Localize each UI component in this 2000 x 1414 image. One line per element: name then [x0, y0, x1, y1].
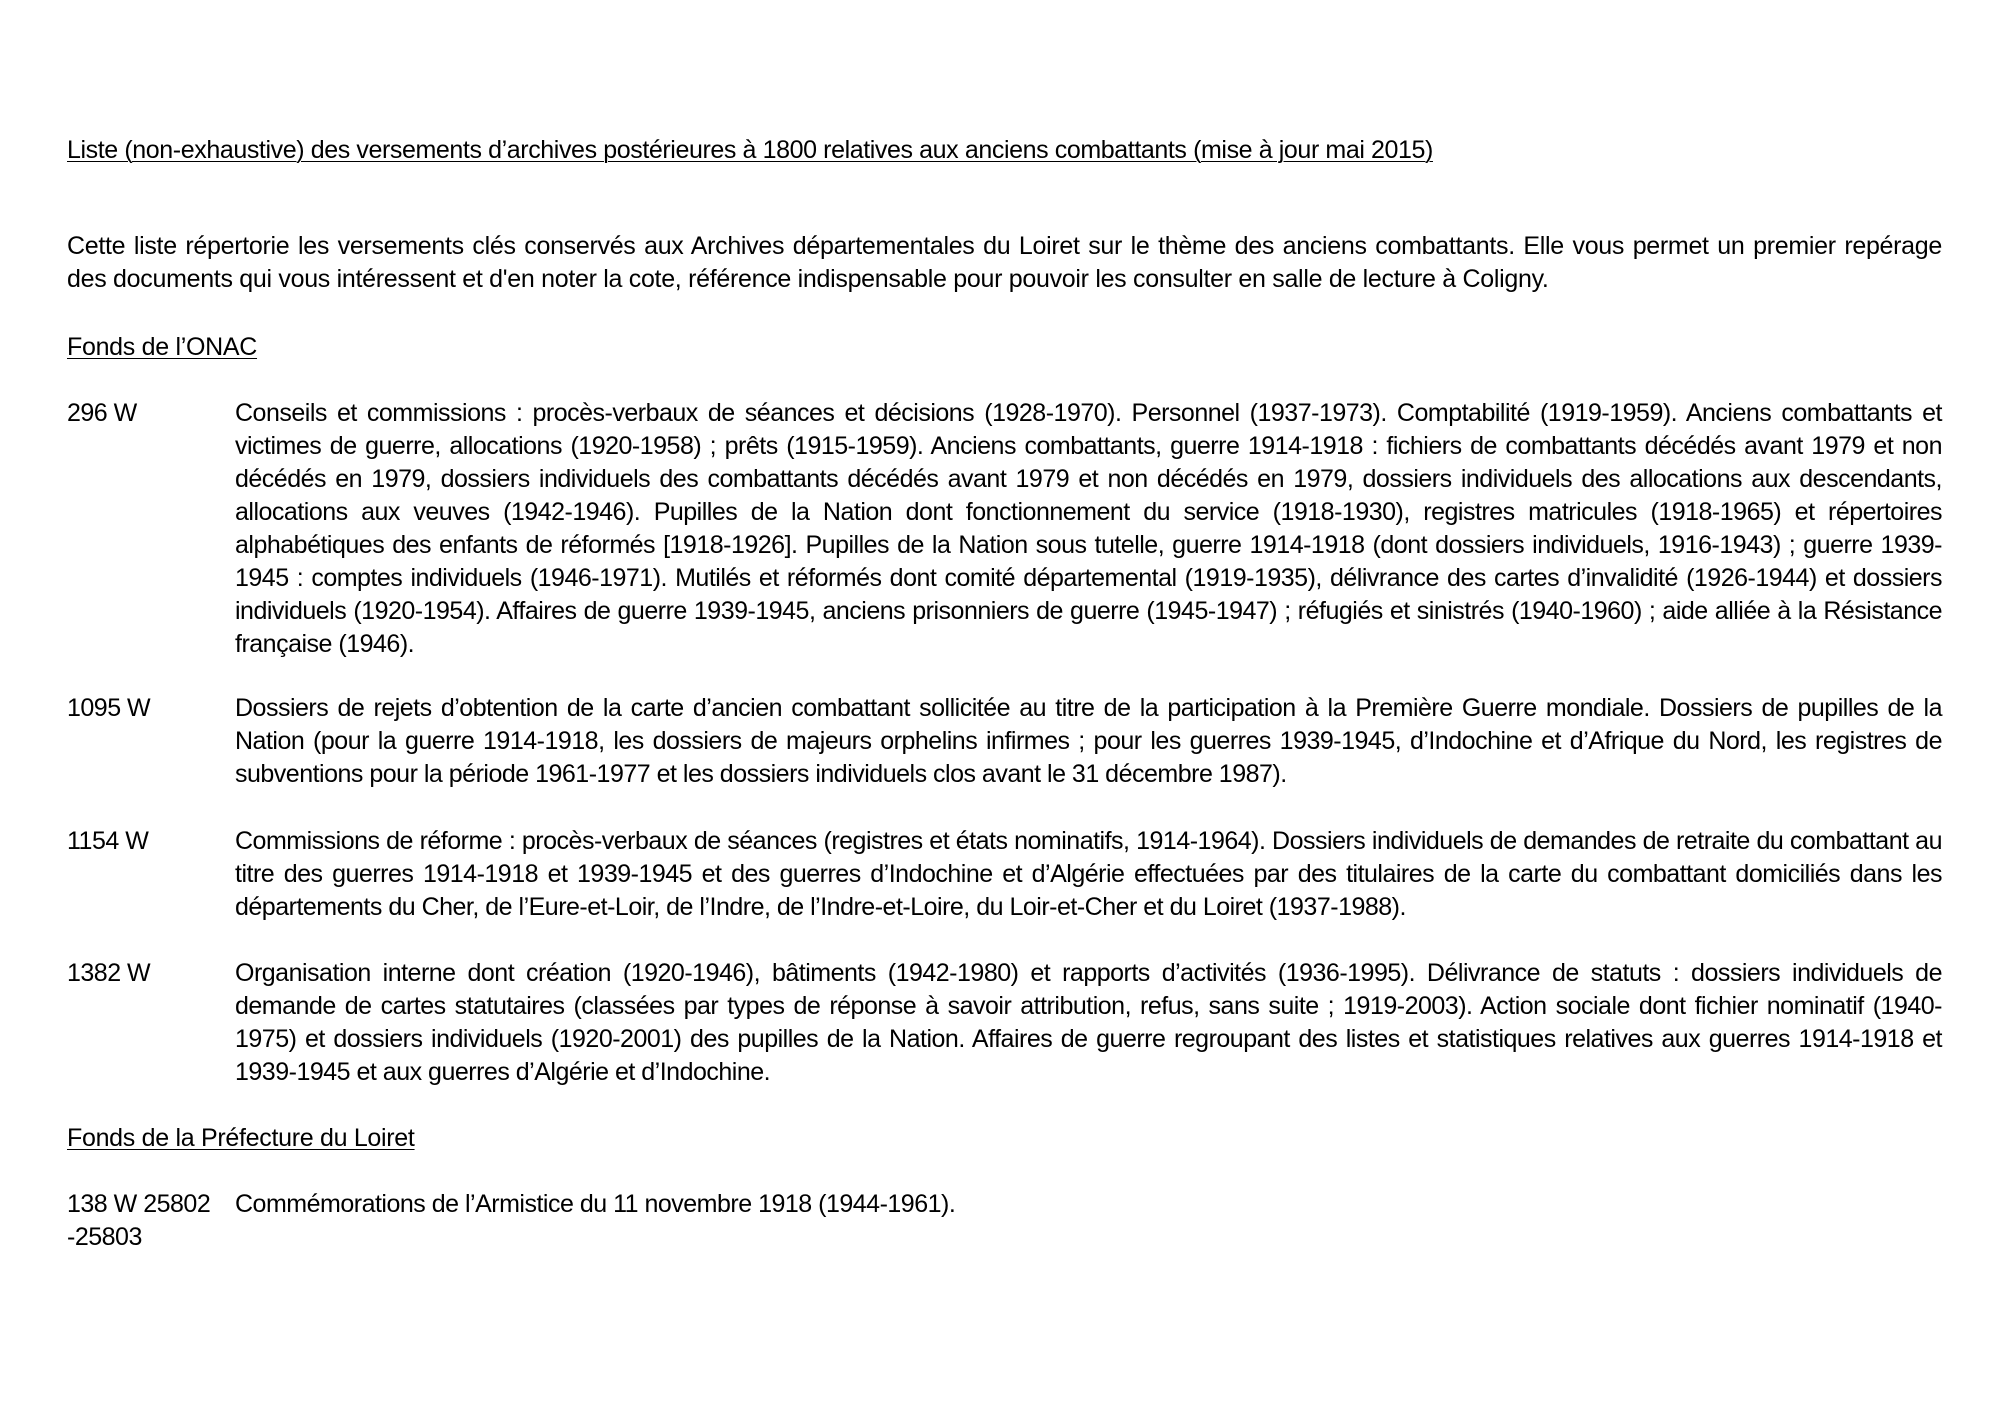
entry-description: Organisation interne dont création (1920-1946), bâtiments (1942-1980) et rapports d’activités (1936-1995). Délivrance de statuts : dossiers individuels de demande de cartes statutaires (classées par types de réponse à savoir attribution, refus, sans suite ; 1919-2003). Action sociale dont fichier nominatif (1940-1975) et dossiers individuels (1920-2001) des pupilles de la Nation. Affaires de guerre regroupant des listes et statistiques relatives aux guerres 1914-1918 et 1939-1945 et aux guerres d’Algérie et d’Indochine. — [235, 959, 1942, 1086]
entry-code: 1154 W — [67, 827, 149, 855]
entry-description: Commissions de réforme : procès-verbaux de séances (registres et états nominatifs, 1914-1964). Dossiers individuels de demandes de retraite du combattant au titre des guerres 1914-1918 et 1939-1945 et des guerres d’Indochine et d’Algérie effectuées par des titulaires de la carte du combattant domiciliés dans les départements du Cher, de l’Eure-et-Loir, de l’Indre, de l’Indre-et-Loire, du Loir-et-Cher et du Loiret (1937-1988). — [235, 827, 1942, 921]
section-heading-prefecture: Fonds de la Préfecture du Loiret — [67, 1124, 415, 1152]
section-heading-onac: Fonds de l’ONAC — [67, 333, 258, 361]
document-page — [67, 0, 1942, 1414]
document-title: Liste (non-exhaustive) des versements d’archives postérieures à 1800 relatives aux anciens combattants (mise à jour mai 2015) — [67, 136, 1433, 164]
entry-description: Dossiers de rejets d’obtention de la carte d’ancien combattant sollicitée au titre de la participation à la Première Guerre mondiale. Dossiers de pupilles de la Nation (pour la guerre 1914-1918, les dossiers de majeurs orphelins infirmes ; pour les guerres 1939-1945, d’Indochine et d’Afrique du Nord, les registres de subventions pour la période 1961-1977 et les dossiers individuels clos avant le 31 décembre 1987). — [235, 694, 1942, 788]
list-item — [67, 692, 1942, 791]
entry-description: Conseils et commissions : procès-verbaux de séances et décisions (1928-1970). Personnel (1937-1973). Comptabilité (1919-1959). Anciens combattants et victimes de guerre, allocations (1920-1958) ; prêts (1915-1959). Anciens combattants, guerre 1914-1918 : fichiers de combattants décédés avant 1979 et non décédés en 1979, dossiers individuels des combattants décédés avant 1979 et non décédés en 1979, dossiers individuels des allocations aux descendants, allocations aux veuves (1942-1946). Pupilles de la Nation dont fonctionnement du service (1918-1930), registres matricules (1918-1965) et répertoires alphabétiques des enfants de réformés [1918-1926]. Pupilles de la Nation sous tutelle, guerre 1914-1918 (dont dossiers individuels, 1916-1943) ; guerre 1939-1945 : comptes individuels (1946-1971). Mutilés et réformés dont comité départemental (1919-1935), délivrance des cartes d’invalidité (1926-1944) et dossiers individuels (1920-1954). Affaires de guerre 1939-1945, anciens prisonniers de guerre (1945-1947) ; réfugiés et sinistrés (1940-1960) ; aide alliée à la Résistance française (1946). — [235, 399, 1942, 658]
entry-description: Commémorations de l’Armistice du 11 novembre 1918 (1944-1961). — [235, 1190, 956, 1218]
list-item — [67, 1188, 1942, 1254]
entry-code: 1382 W — [67, 959, 151, 987]
entry-code: 138 W 25802 -25803 — [67, 1190, 211, 1251]
list-item — [67, 397, 1942, 661]
list-item — [67, 957, 1942, 1089]
entry-code: 1095 W — [67, 694, 151, 722]
list-item — [67, 825, 1942, 924]
intro-paragraph: Cette liste répertorie les versements clés conservés aux Archives départementales du Loiret sur le thème des anciens combattants. Elle vous permet un premier repérage des documents qui vous intéressent et d'en noter la cote, référence indispensable pour pouvoir les consulter en salle de lecture à Coligny. — [67, 232, 1942, 293]
entry-code: 296 W — [67, 399, 137, 427]
